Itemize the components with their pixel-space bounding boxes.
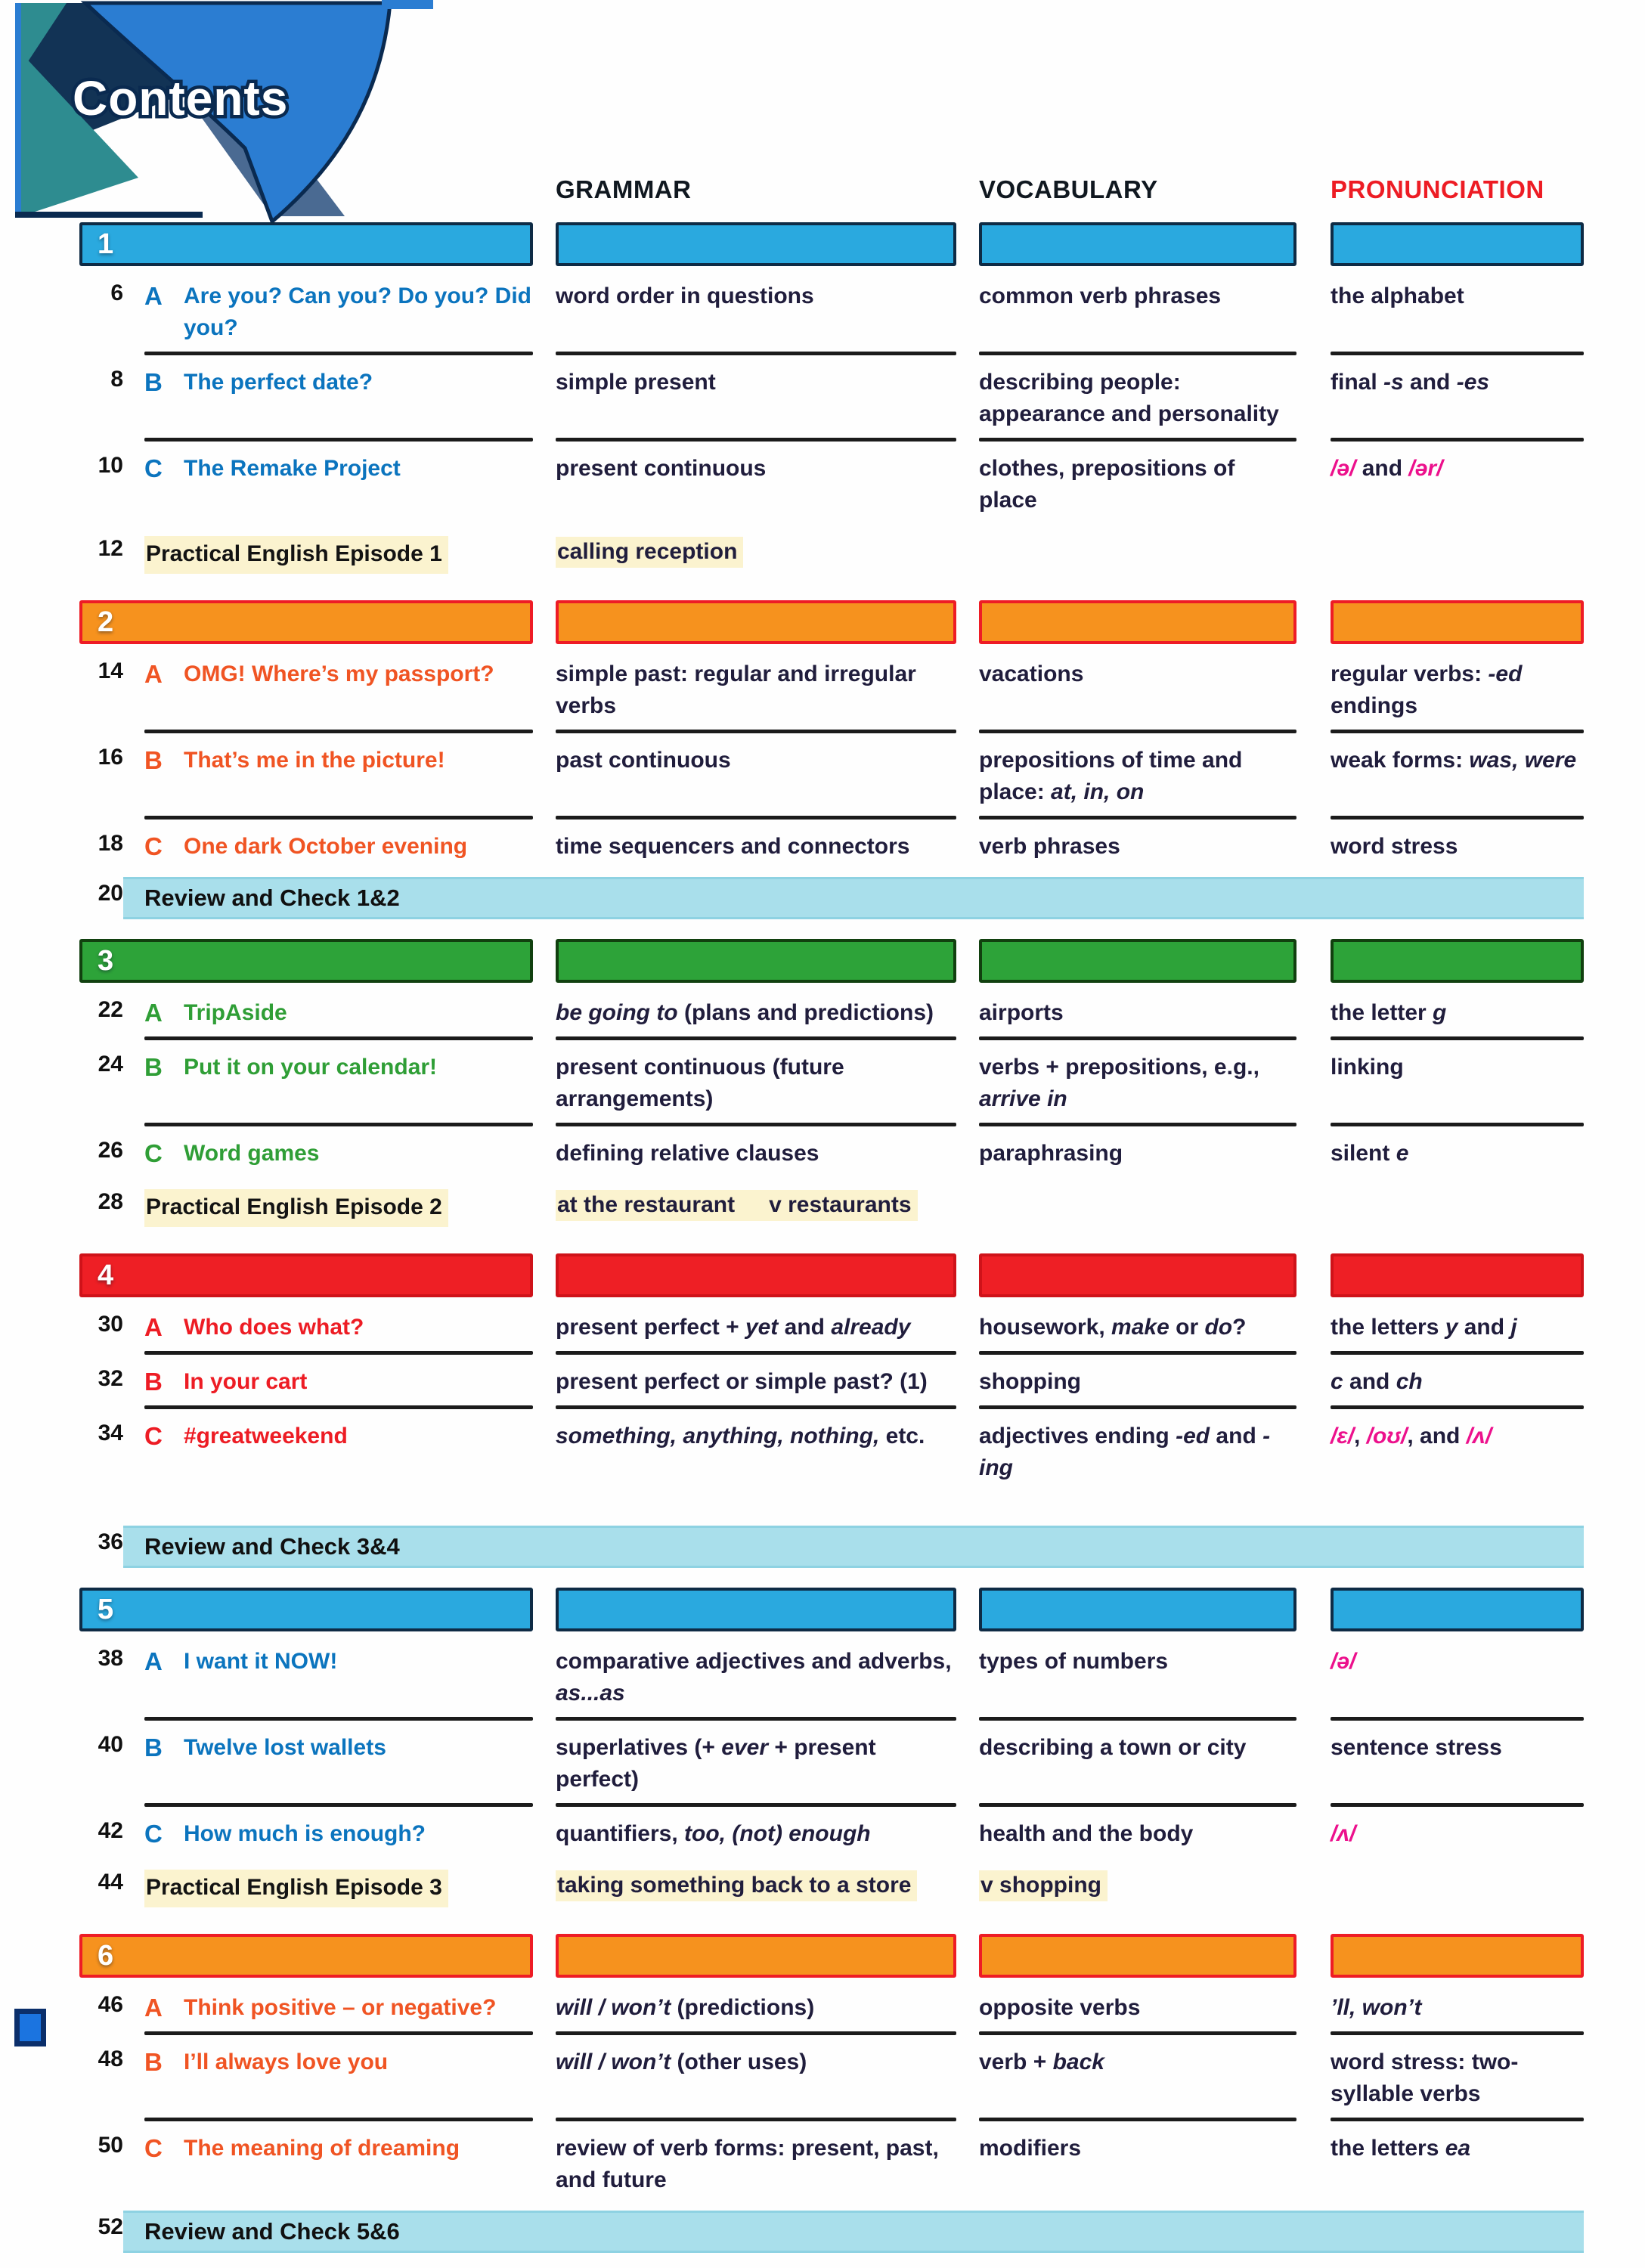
row-divider	[979, 1717, 1296, 1721]
row-divider	[979, 1405, 1296, 1409]
unit-bar-grammar	[556, 939, 956, 983]
page-number: 12	[98, 536, 123, 561]
page-number: 46	[98, 1992, 123, 2017]
lesson-title-cell	[144, 449, 533, 523]
lesson-title-cell	[144, 1048, 533, 1122]
unit-bar-title	[79, 222, 533, 266]
pronunciation-cell: word stress: two-syllable verbs	[1331, 2050, 1519, 2106]
lesson-title: TripAside	[184, 1000, 287, 1025]
row-divider	[1331, 730, 1584, 733]
review-and-check-label: Review and Check 1&2	[144, 885, 400, 911]
unit-number: 1	[98, 228, 114, 260]
row-divider-row	[79, 816, 1584, 820]
row-divider-row	[79, 1123, 1584, 1126]
unit-bar-pronunciation	[1331, 1934, 1584, 1978]
lesson-row	[79, 1308, 1584, 1350]
unit-bar-vocabulary	[979, 1253, 1296, 1297]
vocabulary-cell: opposite verbs	[979, 1995, 1141, 2020]
unit-bar-pronunciation	[1331, 1253, 1584, 1297]
review-and-check-row	[79, 2211, 1584, 2253]
pronunciation-cell: /ɛ/, /oʊ/, and /ʌ/	[1331, 1424, 1492, 1448]
row-divider	[979, 1036, 1296, 1040]
page-number: 18	[98, 831, 123, 856]
pronunciation-cell: weak forms: was, were	[1331, 748, 1577, 773]
row-divider	[1331, 1123, 1584, 1126]
episode-grammar: at the restaurant v restaurants	[556, 1190, 918, 1221]
row-divider-row	[79, 352, 1584, 355]
row-divider	[979, 730, 1296, 733]
unit-5-block	[79, 1588, 1584, 1914]
row-divider	[556, 2118, 956, 2121]
page-number: 38	[98, 1646, 123, 1671]
page-number: 16	[98, 745, 123, 770]
column-header-vocabulary: VOCABULARY	[979, 175, 1158, 203]
unit-bar-pronunciation	[1331, 939, 1584, 983]
page-number: 34	[98, 1421, 123, 1445]
lesson-title-cell	[144, 1134, 533, 1176]
practical-english-row	[79, 1185, 1584, 1234]
unit-3-block	[79, 939, 1584, 1234]
lesson-letter: C	[144, 2134, 163, 2162]
grammar-cell: will / won’t (other uses)	[556, 2050, 807, 2074]
vocabulary-cell: shopping	[979, 1369, 1081, 1394]
banner-left-edge	[15, 3, 21, 218]
pronunciation-cell: c and ch	[1331, 1369, 1423, 1394]
grammar-cell: time sequencers and connectors	[556, 834, 910, 859]
unit-bar-vocabulary	[979, 222, 1296, 266]
unit-number: 5	[98, 1593, 114, 1625]
grammar-cell: present perfect + yet and already	[556, 1315, 911, 1340]
row-divider	[1331, 2118, 1584, 2121]
vocabulary-cell: prepositions of time and place: at, in, on	[979, 748, 1243, 804]
vocabulary-cell: vacations	[979, 662, 1084, 686]
lesson-title: The Remake Project	[184, 456, 401, 481]
row-divider-row	[79, 1036, 1584, 1040]
unit-bar-grammar	[556, 1934, 956, 1978]
pronunciation-cell: the alphabet	[1331, 284, 1464, 308]
row-divider	[979, 1803, 1296, 1807]
lesson-title-cell	[144, 1417, 533, 1491]
unit-bar-title	[79, 1588, 533, 1631]
lesson-title: Are you? Can you? Do you? Did you?	[184, 284, 532, 340]
lesson-title-cell	[144, 1362, 533, 1405]
pronunciation-cell: final -s and -es	[1331, 370, 1490, 395]
lesson-title-cell	[144, 1988, 533, 2031]
row-divider-row	[79, 1405, 1584, 1409]
lesson-letter: C	[144, 832, 163, 860]
lesson-letter: A	[144, 660, 163, 688]
unit-bar-pronunciation	[1331, 1588, 1584, 1631]
vocabulary-cell: types of numbers	[979, 1649, 1169, 1674]
lesson-row	[79, 1134, 1584, 1176]
lesson-letter: B	[144, 746, 163, 774]
unit-2-header	[79, 600, 1584, 644]
units-list	[79, 222, 1584, 2253]
row-divider	[979, 2031, 1296, 2035]
row-divider	[144, 1123, 533, 1126]
lesson-letter: A	[144, 1313, 163, 1341]
row-divider	[1331, 1717, 1584, 1721]
vocabulary-cell: describing people: appearance and personality	[979, 370, 1279, 426]
lesson-title: OMG! Where’s my passport?	[184, 662, 494, 686]
unit-4-header	[79, 1253, 1584, 1297]
row-divider	[556, 1351, 956, 1355]
row-divider	[979, 1351, 1296, 1355]
lesson-row	[79, 2043, 1584, 2117]
phonetic-symbol: /ə/	[1331, 1649, 1356, 1674]
lesson-row	[79, 363, 1584, 437]
episode-grammar: calling reception	[556, 537, 743, 568]
row-divider	[1331, 352, 1584, 355]
lesson-row	[79, 1728, 1584, 1802]
contents-table	[79, 175, 1584, 2253]
pronunciation-cell	[1331, 1814, 1584, 1857]
lesson-title: The perfect date?	[184, 370, 373, 395]
page-number: 36	[98, 1529, 123, 1554]
row-divider	[556, 1036, 956, 1040]
grammar-cell: simple past: regular and irregular verbs	[556, 662, 916, 718]
phonetic-symbol: /ər/	[1408, 456, 1443, 481]
row-divider	[556, 730, 956, 733]
row-divider	[979, 816, 1296, 820]
lesson-title: How much is enough?	[184, 1821, 426, 1846]
practical-english-label: Practical English Episode 2	[144, 1189, 448, 1227]
grammar-cell: quantifiers, too, (not) enough	[556, 1821, 871, 1846]
unit-bar-title	[79, 1253, 533, 1297]
lesson-title: That’s me in the picture!	[184, 748, 445, 773]
unit-bar-vocabulary	[979, 600, 1296, 644]
row-divider	[144, 2031, 533, 2035]
lesson-title-cell	[144, 655, 533, 729]
review-and-check-label: Review and Check 5&6	[144, 2218, 400, 2245]
page-number: 42	[98, 1818, 123, 1843]
row-divider	[979, 2118, 1296, 2121]
lesson-title-cell	[144, 2129, 533, 2203]
lesson-title: I want it NOW!	[184, 1649, 338, 1674]
practical-english-label-cell	[144, 532, 533, 581]
row-divider	[556, 1803, 956, 1807]
vocabulary-cell: verb + back	[979, 2050, 1104, 2074]
page-number: 32	[98, 1366, 123, 1391]
row-divider	[979, 438, 1296, 442]
vocabulary-cell: common verb phrases	[979, 284, 1222, 308]
row-divider	[144, 1405, 533, 1409]
lesson-title-cell	[144, 1728, 533, 1802]
lesson-title-cell	[144, 827, 533, 869]
pronunciation-cell: the letters y and j	[1331, 1315, 1517, 1340]
unit-bar-pronunciation	[1331, 222, 1584, 266]
unit-3-header	[79, 939, 1584, 983]
row-divider	[144, 1717, 533, 1721]
grammar-cell: simple present	[556, 370, 716, 395]
lesson-title-cell	[144, 741, 533, 815]
unit-bar-grammar	[556, 1253, 956, 1297]
lesson-letter: C	[144, 1422, 163, 1450]
lesson-title-cell	[144, 1308, 533, 1350]
lesson-row	[79, 827, 1584, 869]
unit-6-block	[79, 1934, 1584, 2253]
page-title: Contents	[73, 71, 289, 125]
lesson-letter: C	[144, 1139, 163, 1167]
page-number: 30	[98, 1312, 123, 1337]
lesson-title: Twelve lost wallets	[184, 1735, 386, 1760]
vocabulary-cell: clothes, prepositions of place	[979, 456, 1235, 513]
row-divider	[144, 438, 533, 442]
grammar-cell	[556, 1866, 956, 1914]
page-corner-marker	[14, 2009, 46, 2046]
lesson-row	[79, 1417, 1584, 1491]
pronunciation-cell: /ə/ and /ər/	[1331, 456, 1443, 481]
vocabulary-cell: housework, make or do?	[979, 1315, 1247, 1340]
unit-5-header	[79, 1588, 1584, 1631]
phonetic-symbol: /ʌ/	[1466, 1424, 1492, 1448]
row-divider-row	[79, 1717, 1584, 1721]
lesson-title: Word games	[184, 1141, 320, 1166]
row-divider	[1331, 1351, 1584, 1355]
practical-english-row	[79, 532, 1584, 581]
row-divider	[144, 1803, 533, 1807]
phonetic-symbol: /ə/	[1331, 456, 1356, 481]
page-number: 26	[98, 1138, 123, 1163]
lesson-row	[79, 1362, 1584, 1405]
practical-english-label-cell	[144, 1185, 533, 1234]
row-divider	[556, 816, 956, 820]
practical-english-label-cell	[144, 1866, 533, 1914]
pronunciation-cell: sentence stress	[1331, 1735, 1502, 1760]
unit-4-block	[79, 1253, 1584, 1568]
lesson-row	[79, 277, 1584, 351]
unit-bar-pronunciation	[1331, 600, 1584, 644]
row-divider-row	[79, 2118, 1584, 2121]
banner-top-strip	[382, 0, 433, 9]
review-and-check-bar	[123, 2211, 1584, 2253]
lesson-row	[79, 993, 1584, 1036]
row-divider	[1331, 1036, 1584, 1040]
lesson-row	[79, 2129, 1584, 2203]
lesson-title: Put it on your calendar!	[184, 1055, 438, 1080]
lesson-title: Who does what?	[184, 1315, 364, 1340]
lesson-row	[79, 1642, 1584, 1716]
unit-bar-title	[79, 939, 533, 983]
grammar-cell: past continuous	[556, 748, 731, 773]
page-number: 14	[98, 658, 123, 683]
lesson-title-cell	[144, 1642, 533, 1716]
row-divider	[144, 816, 533, 820]
page-number: 20	[98, 881, 123, 906]
lesson-letter: B	[144, 2048, 163, 2076]
lesson-letter: C	[144, 454, 163, 482]
row-divider	[1331, 438, 1584, 442]
lesson-title: #greatweekend	[184, 1424, 348, 1448]
vocabulary-cell: health and the body	[979, 1821, 1194, 1846]
lesson-title-cell	[144, 1814, 533, 1857]
row-divider	[1331, 2031, 1584, 2035]
unit-1-header	[79, 222, 1584, 266]
unit-number: 3	[98, 944, 114, 977]
lesson-letter: A	[144, 999, 163, 1027]
unit-bar-grammar	[556, 600, 956, 644]
pronunciation-cell: ’ll, won’t	[1331, 1995, 1422, 2020]
review-and-check-row	[79, 877, 1584, 919]
pronunciation-cell: regular verbs: -ed endings	[1331, 662, 1523, 718]
page-number: 22	[98, 997, 123, 1022]
vocabulary-cell: verb phrases	[979, 834, 1120, 859]
lesson-title: In your cart	[184, 1369, 308, 1394]
pronunciation-cell: word stress	[1331, 834, 1458, 859]
pronunciation-cell: silent e	[1331, 1141, 1409, 1166]
vocabulary-cell	[979, 1866, 1296, 1914]
unit-number: 2	[98, 606, 114, 638]
unit-number: 6	[98, 1939, 114, 1972]
row-divider	[1331, 816, 1584, 820]
grammar-cell	[556, 532, 956, 581]
grammar-cell: review of verb forms: present, past, and future	[556, 2136, 939, 2192]
page-number: 44	[98, 1870, 123, 1895]
column-header-grammar: GRAMMAR	[556, 175, 692, 203]
lesson-letter: B	[144, 368, 163, 396]
row-divider	[979, 1123, 1296, 1126]
grammar-cell: be going to (plans and predictions)	[556, 1000, 934, 1025]
row-divider	[556, 1123, 956, 1126]
lesson-letter: A	[144, 282, 163, 310]
unit-bar-grammar	[556, 222, 956, 266]
practical-english-row	[79, 1866, 1584, 1914]
lesson-letter: B	[144, 1053, 163, 1081]
unit-bar-vocabulary	[979, 939, 1296, 983]
episode-grammar: taking something back to a store	[556, 1870, 917, 1901]
unit-6-header	[79, 1934, 1584, 1978]
row-divider-row	[79, 1803, 1584, 1807]
row-divider	[556, 2031, 956, 2035]
lesson-row	[79, 655, 1584, 729]
lesson-row	[79, 1988, 1584, 2031]
phonetic-symbol: /ɛ/	[1331, 1424, 1355, 1448]
review-and-check-label: Review and Check 3&4	[144, 1533, 400, 1560]
review-and-check-bar	[123, 1526, 1584, 1568]
phonetic-symbol: /oʊ/	[1366, 1424, 1408, 1448]
unit-bar-title	[79, 600, 533, 644]
lesson-title: I’ll always love you	[184, 2050, 389, 2074]
grammar-cell: word order in questions	[556, 284, 814, 308]
row-divider	[144, 1036, 533, 1040]
grammar-cell: superlatives (+ ever + present perfect)	[556, 1735, 876, 1792]
column-headers	[79, 175, 1584, 204]
grammar-cell	[556, 1185, 956, 1234]
unit-bar-title	[79, 1934, 533, 1978]
grammar-cell: present perfect or simple past? (1)	[556, 1369, 928, 1394]
unit-1-block	[79, 222, 1584, 581]
row-divider	[144, 1351, 533, 1355]
column-header-pronunciation: PRONUNCIATION	[1331, 175, 1544, 203]
lesson-title-cell	[144, 363, 533, 437]
vocabulary-cell: adjectives ending -ed and -ing	[979, 1424, 1271, 1480]
phonetic-symbol: /ʌ/	[1331, 1821, 1356, 1846]
page-number: 24	[98, 1052, 123, 1077]
row-divider	[556, 1405, 956, 1409]
page-number: 8	[110, 367, 123, 392]
grammar-cell: defining relative clauses	[556, 1141, 819, 1166]
row-divider	[556, 1717, 956, 1721]
lesson-title-cell	[144, 2043, 533, 2117]
pronunciation-cell: linking	[1331, 1055, 1404, 1080]
episode-vocabulary: v shopping	[979, 1870, 1108, 1901]
vocabulary-cell: describing a town or city	[979, 1735, 1247, 1760]
row-divider-row	[79, 2031, 1584, 2035]
unit-bar-vocabulary	[979, 1588, 1296, 1631]
page-number: 50	[98, 2133, 123, 2158]
pronunciation-cell: the letter g	[1331, 1000, 1447, 1025]
row-divider	[556, 352, 956, 355]
row-divider-row	[79, 438, 1584, 442]
page-number: 40	[98, 1732, 123, 1757]
page-number: 28	[98, 1189, 123, 1214]
page-number: 6	[110, 280, 123, 305]
pronunciation-cell	[1331, 1642, 1584, 1716]
grammar-cell: something, anything, nothing, etc.	[556, 1424, 925, 1448]
row-divider	[1331, 1405, 1584, 1409]
lesson-title: The meaning of dreaming	[184, 2136, 460, 2161]
unit-number: 4	[98, 1259, 114, 1291]
lesson-letter: A	[144, 1647, 163, 1675]
lesson-row	[79, 1048, 1584, 1122]
grammar-cell: present continuous	[556, 456, 767, 481]
vocabulary-cell: airports	[979, 1000, 1064, 1025]
vocabulary-cell: paraphrasing	[979, 1141, 1123, 1166]
page-number: 48	[98, 2046, 123, 2071]
lesson-title: One dark October evening	[184, 834, 468, 859]
row-divider	[556, 438, 956, 442]
grammar-cell: will / won’t (predictions)	[556, 1995, 815, 2020]
lesson-letter: A	[144, 1994, 163, 2022]
row-divider-row	[79, 730, 1584, 733]
unit-bar-grammar	[556, 1588, 956, 1631]
lesson-row	[79, 741, 1584, 815]
lesson-title: Think positive – or negative?	[184, 1995, 497, 2020]
unit-2-block	[79, 600, 1584, 919]
grammar-cell: present continuous (future arrangements)	[556, 1055, 844, 1111]
row-divider	[1331, 1803, 1584, 1807]
lesson-letter: B	[144, 1368, 163, 1396]
review-and-check-row	[79, 1526, 1584, 1568]
lesson-title-cell	[144, 277, 533, 351]
lesson-row	[79, 1814, 1584, 1857]
practical-english-label: Practical English Episode 3	[144, 1870, 448, 1907]
row-divider-row	[79, 1351, 1584, 1355]
unit-bar-vocabulary	[979, 1934, 1296, 1978]
vocabulary-cell: verbs + prepositions, e.g., arrive in	[979, 1055, 1259, 1111]
page-number: 52	[98, 2214, 123, 2239]
row-divider	[144, 2118, 533, 2121]
row-divider	[144, 730, 533, 733]
pronunciation-cell: the letters ea	[1331, 2136, 1471, 2161]
row-divider	[144, 352, 533, 355]
practical-english-label: Practical English Episode 1	[144, 536, 448, 574]
page-number: 10	[98, 453, 123, 478]
lesson-row	[79, 449, 1584, 523]
lesson-title-cell	[144, 993, 533, 1036]
lesson-letter: B	[144, 1734, 163, 1761]
lesson-letter: C	[144, 1820, 163, 1848]
vocabulary-cell: modifiers	[979, 2136, 1082, 2161]
review-and-check-bar	[123, 877, 1584, 919]
grammar-cell: comparative adjectives and adverbs, as...as	[556, 1649, 952, 1706]
row-divider	[979, 352, 1296, 355]
